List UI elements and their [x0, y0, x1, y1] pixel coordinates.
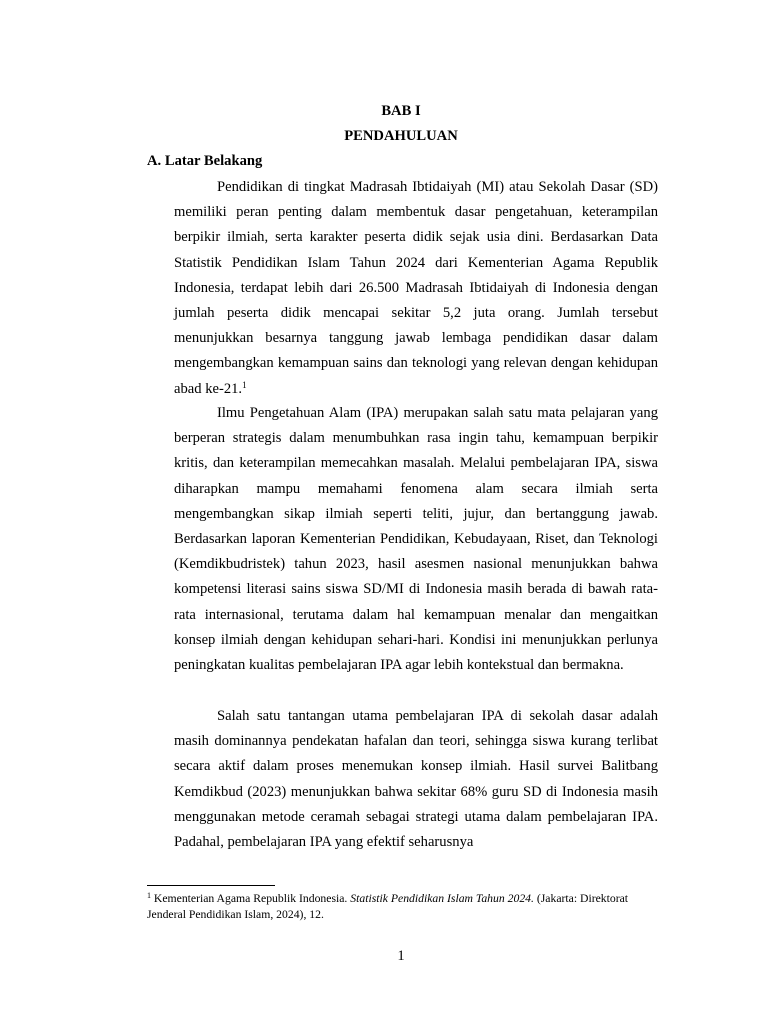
- footnote-marker: 1: [147, 891, 151, 900]
- footnote-publication: (Jakarta: Direktorat Jenderal Pendidikan Islam, 2024), 12.: [147, 892, 629, 921]
- paragraph-3-text: Salah satu tantangan utama pembelajaran IPA di sekolah dasar adalah masih dominannya pendekatan hafalan dan teori, sehingga siswa kurang terlibat secara aktif dalam proses menemukan konsep ilmiah. Hasil survei Balitbang Kemdikbud (2023) menunjukkan bahwa sekitar 68% guru SD di Indonesia masih menggunakan metode ceramah sebagai strategi utama dalam pembelajaran IPA. Padahal, pembelajaran IPA yang efektif seharusnya: [174, 708, 658, 851]
- footnote: [147, 891, 667, 922]
- footnote-separator: [147, 885, 275, 886]
- paragraph-2-text: Ilmu Pengetahuan Alam (IPA) merupakan salah satu mata pelajaran yang berperan strategis dalam menumbuhkan rasa ingin tahu, kemampuan berpikir kritis, dan keterampilan memecahkan masalah. Melalui pembelajaran IPA, siswa diharapkan mampu memahami fenomena alam secara ilmiah serta mengembangkan sikap ilmiah seperti teliti, jujur, dan bertanggung jawab. Berdasarkan laporan Kementerian Pendidikan, Kebudayaan, Riset, dan Teknologi (Kemdikbudristek) tahun 2023, hasil asesmen nasional menunjukkan bahwa kompetensi literasi sains siswa SD/MI di Indonesia masih berada di bawah rata-rata internasional, terutama dalam hal kemampuan menalar dan mengaitkan konsep ilmiah dengan kehidupan sehari-hari. Kondisi ini menunjukkan perlunya peningkatan kualitas pembelajaran IPA agar lebih kontekstual dan bermakna.: [174, 405, 658, 674]
- chapter-title: PENDAHULUAN: [344, 128, 458, 144]
- footnote-title: Statistik Pendidikan Islam Tahun 2024.: [350, 892, 534, 905]
- section-heading: A. Latar Belakang: [147, 153, 263, 169]
- footnote-reference: 1: [242, 379, 247, 390]
- paragraph-1-text: Pendidikan di tingkat Madrasah Ibtidaiyah (MI) atau Sekolah Dasar (SD) memiliki peran penting dalam membentuk dasar pengetahuan, keterampilan berpikir ilmiah, serta karakter peserta didik sejak usia dini. Berdasarkan Data Statistik Pendidikan Islam Tahun 2024 dari Kementerian Agama Republik Indonesia, terdapat lebih dari 26.500 Madrasah Ibtidaiyah di Indonesia dengan jumlah peserta didik mencapai sekitar 5,2 juta orang. Jumlah tersebut menunjukkan besarnya tanggung jawab lembaga pendidikan dasar dalam mengembangkan kemampuan sains dan teknologi yang relevan dengan kehidupan abad ke-21.: [174, 179, 658, 397]
- body-paragraph-2: [174, 401, 658, 678]
- chapter-number: BAB I: [381, 103, 421, 119]
- body-paragraph-3: [174, 704, 658, 855]
- page-number: 1: [397, 948, 405, 964]
- footnote-author: Kementerian Agama Republik Indonesia.: [153, 892, 348, 905]
- body-paragraph-1: [174, 175, 658, 402]
